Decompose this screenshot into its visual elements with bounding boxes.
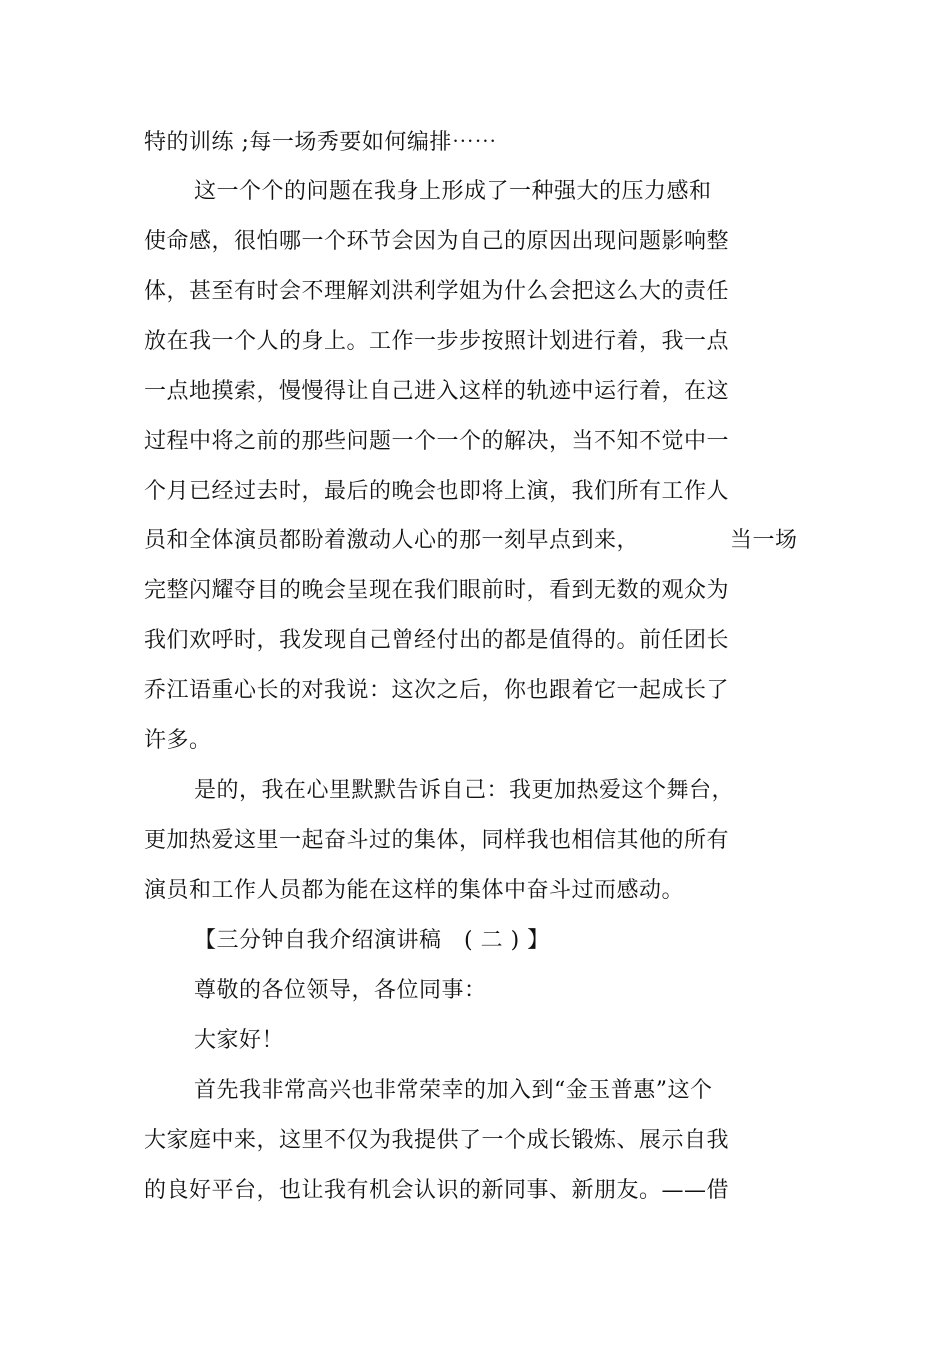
- text-line-22: 的良好平台，也让我有机会认识的新同事、新朋友。——借: [144, 1178, 730, 1203]
- greeting-line: 大家好！: [194, 1028, 285, 1053]
- text-line-11: 我们欢呼时，我发现自己曾经付出的都是值得的。前任团长: [144, 628, 730, 653]
- text-line-5: 放在我一个人的身上。工作一步步按照计划进行着，我一点: [144, 329, 730, 354]
- text-line-8: 个月已经过去时，最后的晚会也即将上演，我们所有工作人: [144, 479, 730, 504]
- text-line-16: 演员和工作人员都为能在这样的集体中奋斗过而感动。: [144, 878, 685, 903]
- text-line-13: 许多。: [144, 728, 212, 753]
- text-line-15: 更加热爱这里一起奋斗过的集体，同样我也相信其他的所有: [144, 828, 730, 853]
- text-line-9-left: 员和全体演员都盼着激动人心的那一刻早点到来，: [144, 528, 640, 553]
- text-line-1: 特的训练 ;每一场秀要如何编排⋯⋯: [144, 130, 497, 155]
- text-line-12: 乔江语重心长的对我说：这次之后，你也跟着它一起成长了: [144, 678, 730, 703]
- text-line-10: 完整闪耀夺目的晚会呈现在我们眼前时，看到无数的观众为: [144, 578, 730, 603]
- text-line-9-right: 当一场: [730, 528, 798, 553]
- section-heading: 【三分钟自我介绍演讲稿 ( 二 ) 】: [194, 928, 550, 953]
- salutation-line: 尊敬的各位领导，各位同事：: [194, 978, 487, 1003]
- paragraph-start-line: 这一个个的问题在我身上形成了一种强大的压力感和: [194, 179, 712, 204]
- paragraph-start-line-3: 首先我非常高兴也非常荣幸的加入到“金玉普惠”这个: [194, 1078, 713, 1103]
- text-line-21: 大家庭中来，这里不仅为我提供了一个成长锻炼、展示自我: [144, 1128, 730, 1153]
- text-line-6: 一点地摸索，慢慢得让自己进入这样的轨迹中运行着，在这: [144, 379, 730, 404]
- text-line-7: 过程中将之前的那些问题一个一个的解决，当不知不觉中一: [144, 429, 730, 454]
- text-line-3: 使命感，很怕哪一个环节会因为自己的原因出现问题影响整: [144, 229, 730, 254]
- paragraph-start-line-2: 是的，我在心里默默告诉自己：我更加热爱这个舞台，: [194, 778, 735, 803]
- text-line-4: 体，甚至有时会不理解刘洪利学姐为什么会把这么大的责任: [144, 279, 730, 304]
